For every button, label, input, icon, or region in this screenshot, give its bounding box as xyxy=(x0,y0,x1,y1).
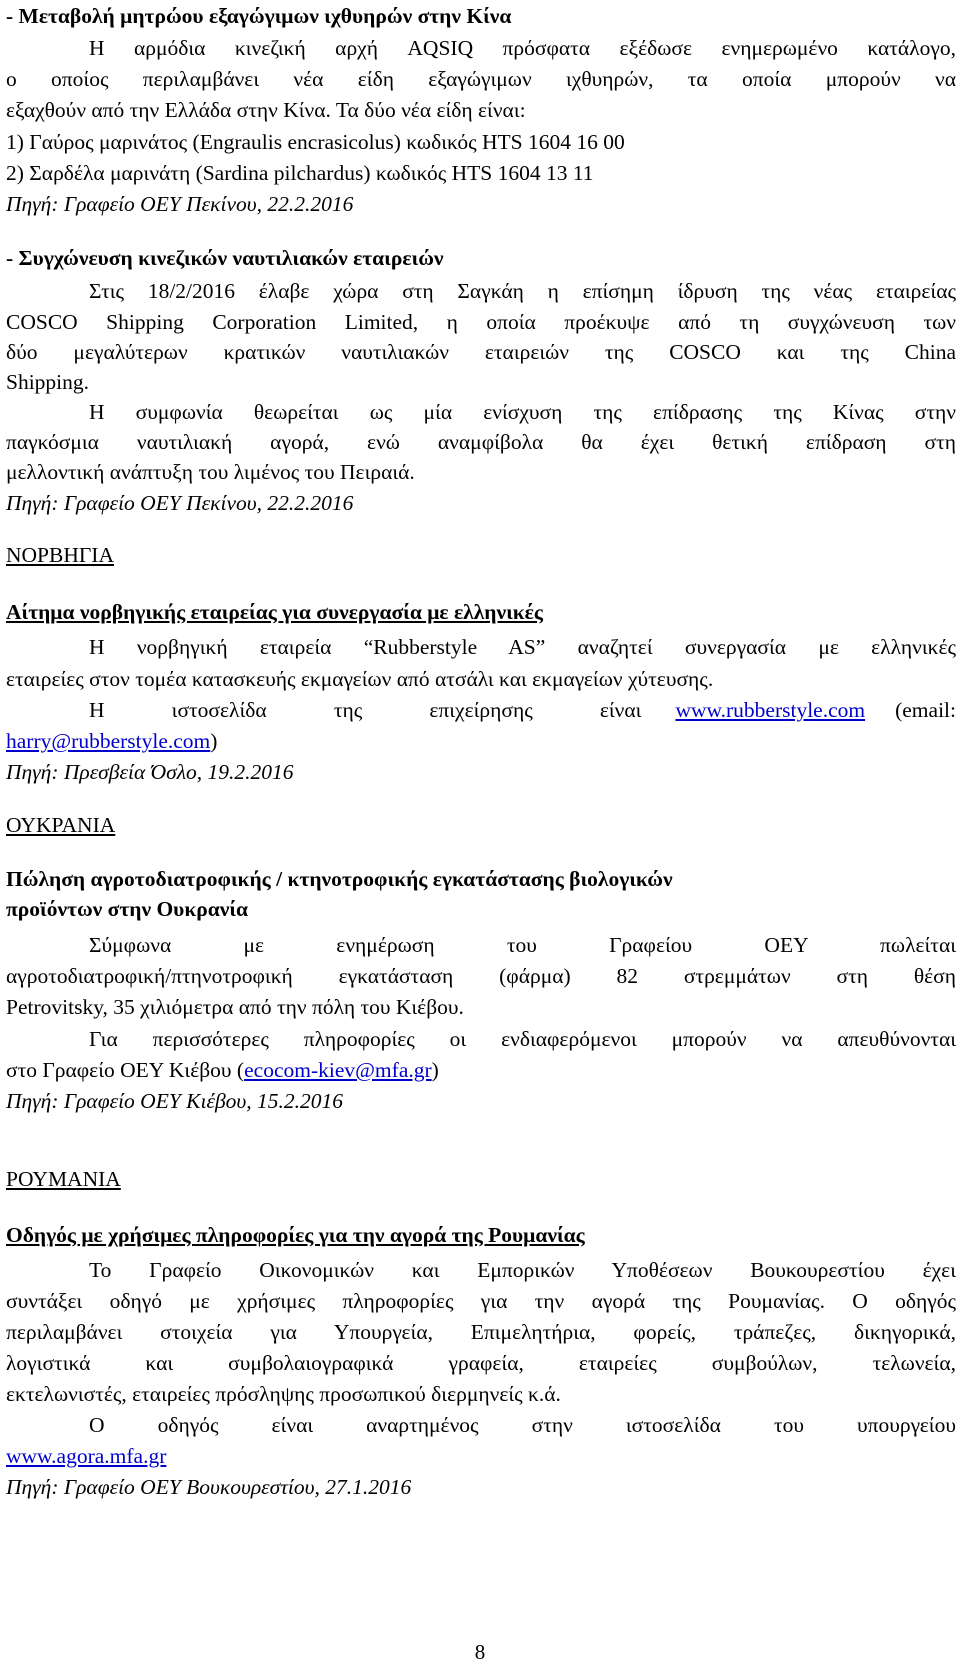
section-title: - Συγχώνευση κινεζικών ναυτιλιακών εταιρειών xyxy=(6,246,444,270)
contact-close: ) xyxy=(431,1058,439,1082)
website-link[interactable]: www.rubberstyle.com xyxy=(675,698,866,722)
source-note: Πηγή: Γραφείο ΟΕΥ Βουκουρεστίου, 27.1.2016 xyxy=(6,1475,412,1499)
paragraph-line: συντάξει οδηγό με χρήσιμες πληροφορίες για την αγορά της Ρουμανίας. Ο οδηγός xyxy=(6,1289,956,1313)
section-title: Πώληση αγροτοδιατροφικής / κτηνοτροφικής εγκατάστασης βιολογικών xyxy=(6,867,673,891)
paragraph-line: Στις 18/2/2016 έλαβε χώρα στη Σαγκάη η επίσημη ίδρυση της νέας εταιρείας xyxy=(89,279,956,303)
paragraph-line: εταιρείες στον τομέα κατασκευής εκμαγείων από ατσάλι και εκμαγείων χύτευσης. xyxy=(6,667,714,691)
word: ιστοσελίδα xyxy=(171,698,267,722)
paragraph-line: παγκόσμια ναυτιλιακή αγορά, ενώ αναμφίβολα θα έχει θετική επίδραση στη xyxy=(6,430,956,454)
paragraph-line: μελλοντική ανάπτυξη του λιμένος του Πειραιά. xyxy=(6,460,415,484)
section-title: Αίτημα νορβηγικής εταιρείας για συνεργασία με ελληνικές xyxy=(6,600,543,624)
website-link[interactable]: www.agora.mfa.gr xyxy=(6,1444,167,1468)
source-note: Πηγή: Πρεσβεία Όσλο, 19.2.2016 xyxy=(6,760,294,784)
paragraph-line: Η αρμόδια κινεζική αρχή AQSIQ πρόσφατα εξέδωσε ενημερωμένο κατάλογο, xyxy=(89,36,956,60)
paragraph-line: Petrovitsky, 35 χιλιόμετρα από την πόλη του Κιέβου. xyxy=(6,995,464,1019)
source-note: Πηγή: Γραφείο ΟΕΥ Κιέβου, 15.2.2016 xyxy=(6,1089,344,1113)
paragraph-line: ο οποίος περιλαμβάνει νέα είδη εξαγώγιμων ιχθυηρών, τα οποία μπορούν να xyxy=(6,67,956,91)
paragraph-line: Η συμφωνία θεωρείται ως μία ενίσχυση της επίδρασης της Κίνας στην xyxy=(89,400,956,424)
email-close: ) xyxy=(210,729,218,753)
paragraph-line xyxy=(6,1055,956,1085)
paragraph-line: λογιστικά και συμβολαιογραφικά γραφεία, εταιρείες συμβούλων, τελωνεία, xyxy=(6,1351,956,1375)
paragraph-line: Shipping. xyxy=(6,370,90,394)
section-title: - Μεταβολή μητρώου εξαγώγιμων ιχθυηρών στην Κίνα xyxy=(6,4,512,28)
paragraph-line: Το Γραφείο Οικονομικών και Εμπορικών Υποθέσεων Βουκουρεστίου έχει xyxy=(89,1258,956,1282)
contact-text: στο Γραφείο ΟΕΥ Κιέβου ( xyxy=(6,1058,245,1082)
email-link[interactable]: ecocom-kiev@mfa.gr xyxy=(244,1058,432,1082)
paragraph-line: δύο μεγαλύτερων κρατικών ναυτιλιακών εταιρειών της COSCO και της China xyxy=(6,340,956,364)
word: της xyxy=(333,698,363,722)
word: επιχείρησης xyxy=(429,698,533,722)
word: είναι xyxy=(599,698,642,722)
paragraph-line: COSCO Shipping Corporation Limited, η οποία προέκυψε από τη συγχώνευση των xyxy=(6,310,956,334)
country-heading: ΡΟΥΜΑΝΙΑ xyxy=(6,1167,121,1191)
country-heading: ΝΟΡΒΗΓΙΑ xyxy=(6,543,114,567)
email-label: (email: xyxy=(895,698,956,722)
paragraph-line: περιλαμβάνει στοιχεία για Υπουργεία, Επιμελητήρια, φορείς, τράπεζες, δικηγορικά, xyxy=(6,1320,956,1344)
paragraph-line xyxy=(89,695,956,725)
paragraph-line: Για περισσότερες πληροφορίες οι ενδιαφερόμενοι μπορούν να απευθύνονται xyxy=(89,1027,956,1051)
paragraph-line: εξαχθούν από την Ελλάδα στην Κίνα. Τα δύο νέα είδη είναι: xyxy=(6,98,526,122)
source-note: Πηγή: Γραφείο ΟΕΥ Πεκίνου, 22.2.2016 xyxy=(6,491,354,515)
paragraph-line: Η νορβηγική εταιρεία “Rubberstyle AS” αναζητεί συνεργασία με ελληνικές xyxy=(89,635,956,659)
list-item: 2) Σαρδέλα μαρινάτη (Sardina pilchardus) κωδικός HTS 1604 13 11 xyxy=(6,161,594,185)
paragraph-line: αγροτοδιατροφική/πτηνοτροφική εγκατάσταση (φάρμα) 82 στρεμμάτων στη θέση xyxy=(6,964,956,988)
paragraph-line: Ο οδηγός είναι αναρτημένος στην ιστοσελίδα του υπουργείου xyxy=(89,1413,956,1437)
section-title: προϊόντων στην Ουκρανία xyxy=(6,897,249,921)
paragraph-line: Σύμφωνα με ενημέρωση του Γραφείου ΟΕΥ πωλείται xyxy=(89,933,956,957)
paragraph-line: εκτελωνιστές, εταιρείες πρόσληψης προσωπικού διερμηνείς κ.ά. xyxy=(6,1382,561,1406)
source-note: Πηγή: Γραφείο ΟΕΥ Πεκίνου, 22.2.2016 xyxy=(6,192,354,216)
word: Η xyxy=(89,698,105,722)
website-label xyxy=(89,695,675,725)
section-title: Οδηγός με χρήσιμες πληροφορίες για την αγορά της Ρουμανίας xyxy=(6,1223,585,1247)
page-number: 8 xyxy=(474,1640,486,1664)
country-heading: ΟΥΚΡΑΝΙΑ xyxy=(6,813,116,837)
list-item: 1) Γαύρος μαρινάτος (Engraulis encrasicolus) κωδικός HTS 1604 16 00 xyxy=(6,130,625,154)
email-link[interactable]: harry@rubberstyle.com xyxy=(6,729,211,753)
paragraph-line xyxy=(6,726,956,756)
paragraph-line xyxy=(6,1441,956,1471)
